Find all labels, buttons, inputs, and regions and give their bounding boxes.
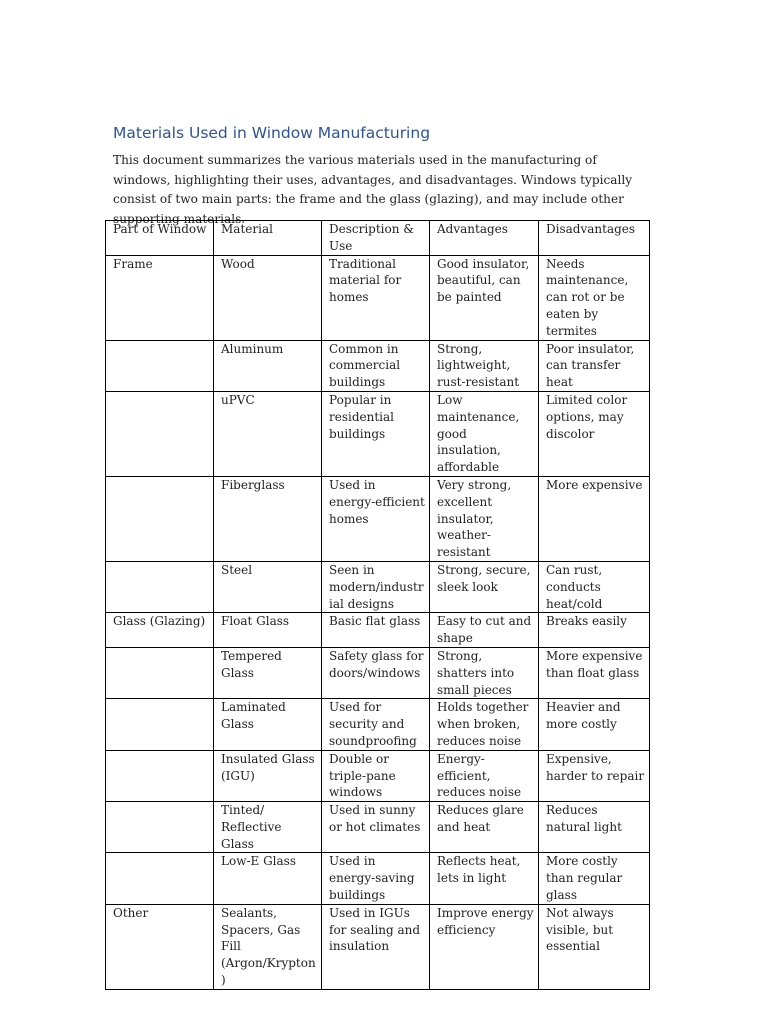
advantages-cell: Strong, lightweight, rust-resistant: [430, 340, 539, 391]
advantages-cell: Energy-efficient, reduces noise: [430, 750, 539, 801]
advantages-cell: Holds together when broken, reduces noise: [430, 699, 539, 750]
disadvantages-cell: Limited color options, may discolor: [539, 391, 650, 476]
part-cell: [106, 802, 214, 853]
table-row: [106, 699, 650, 750]
material-cell: Wood: [214, 255, 322, 340]
header-cell: Advantages: [430, 221, 539, 256]
table-row: [106, 904, 650, 989]
disadvantages-cell: More expensive: [539, 476, 650, 561]
table-row: [106, 561, 650, 612]
material-cell: Aluminum: [214, 340, 322, 391]
table-row: [106, 613, 650, 648]
part-cell: [106, 699, 214, 750]
header-cell: Description & Use: [322, 221, 430, 256]
material-cell: Tempered Glass: [214, 647, 322, 698]
disadvantages-cell: Can rust, conducts heat/cold: [539, 561, 650, 612]
disadvantages-cell: Reduces natural light: [539, 802, 650, 853]
table-row: [106, 802, 650, 853]
material-cell: Sealants, Spacers, Gas Fill (Argon/Krypton): [214, 904, 322, 989]
disadvantages-cell: Needs maintenance, can rot or be eaten by termites: [539, 255, 650, 340]
disadvantages-cell: Poor insulator, can transfer heat: [539, 340, 650, 391]
part-cell: [106, 647, 214, 698]
part-cell: [106, 750, 214, 801]
header-cell: Part of Window: [106, 221, 214, 256]
table-row: [106, 476, 650, 561]
table-row: [106, 853, 650, 904]
advantages-cell: Easy to cut and shape: [430, 613, 539, 648]
part-cell: [106, 340, 214, 391]
table-row: [106, 391, 650, 476]
description-cell: Used for security and soundproofing: [322, 699, 430, 750]
header-cell: Material: [214, 221, 322, 256]
advantages-cell: Reflects heat, lets in light: [430, 853, 539, 904]
part-cell: Other: [106, 904, 214, 989]
part-cell: Frame: [106, 255, 214, 340]
disadvantages-cell: Heavier and more costly: [539, 699, 650, 750]
materials-table: [105, 220, 650, 990]
material-cell: uPVC: [214, 391, 322, 476]
description-cell: Basic flat glass: [322, 613, 430, 648]
table-header-row: [106, 221, 650, 256]
description-cell: Used in sunny or hot climates: [322, 802, 430, 853]
description-cell: Safety glass for doors/windows: [322, 647, 430, 698]
disadvantages-cell: More expensive than float glass: [539, 647, 650, 698]
description-cell: Double or triple-pane windows: [322, 750, 430, 801]
advantages-cell: Strong, secure, sleek look: [430, 561, 539, 612]
advantages-cell: Very strong, excellent insulator, weather-resistant: [430, 476, 539, 561]
description-cell: Used in energy-efficient homes: [322, 476, 430, 561]
disadvantages-cell: More costly than regular glass: [539, 853, 650, 904]
description-cell: Popular in residential buildings: [322, 391, 430, 476]
table-row: [106, 647, 650, 698]
part-cell: Glass (Glazing): [106, 613, 214, 648]
description-cell: Seen in modern/industrial designs: [322, 561, 430, 612]
material-cell: Laminated Glass: [214, 699, 322, 750]
advantages-cell: Low maintenance, good insulation, affordable: [430, 391, 539, 476]
description-cell: Used in energy-saving buildings: [322, 853, 430, 904]
table-row: [106, 750, 650, 801]
advantages-cell: Good insulator, beautiful, can be painted: [430, 255, 539, 340]
disadvantages-cell: Not always visible, but essential: [539, 904, 650, 989]
disadvantages-cell: Breaks easily: [539, 613, 650, 648]
material-cell: Steel: [214, 561, 322, 612]
advantages-cell: Improve energy efficiency: [430, 904, 539, 989]
material-cell: Float Glass: [214, 613, 322, 648]
advantages-cell: Reduces glare and heat: [430, 802, 539, 853]
header-cell: Disadvantages: [539, 221, 650, 256]
material-cell: Fiberglass: [214, 476, 322, 561]
part-cell: [106, 561, 214, 612]
part-cell: [106, 853, 214, 904]
part-cell: [106, 391, 214, 476]
table-row: [106, 255, 650, 340]
description-cell: Traditional material for homes: [322, 255, 430, 340]
table-row: [106, 340, 650, 391]
advantages-cell: Strong, shatters into small pieces: [430, 647, 539, 698]
description-cell: Used in IGUs for sealing and insulation: [322, 904, 430, 989]
material-cell: Tinted/ Reflective Glass: [214, 802, 322, 853]
material-cell: Low-E Glass: [214, 853, 322, 904]
material-cell: Insulated Glass (IGU): [214, 750, 322, 801]
part-cell: [106, 476, 214, 561]
disadvantages-cell: Expensive, harder to repair: [539, 750, 650, 801]
description-cell: Common in commercial buildings: [322, 340, 430, 391]
intro-paragraph: This document summarizes the various materials used in the manufacturing of windows, highlighting their uses, advantages, and disadvantages. Windows typically consist of two main parts: the frame and the glass (glazing), and may include other supporting materials.: [113, 153, 633, 226]
document-title: Materials Used in Window Manufacturing: [113, 124, 431, 142]
